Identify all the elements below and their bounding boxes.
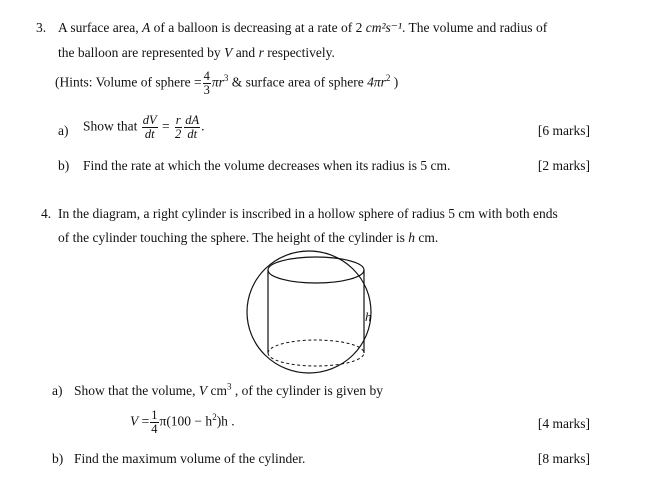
- q4-line1: In the diagram, a right cylinder is inscribed in a hollow sphere of radius 5 cm with both ends: [58, 206, 558, 221]
- q4b-marks: [8 marks]: [537, 451, 590, 466]
- q3-hint: (Hints: Volume of sphere = $\frac{4}{3}$ $\pi r^3$ & surface area of sphere $4\pi r^2$ ): [55, 69, 399, 97]
- q4-line2: of the cylinder touching the sphere. The height of the cylinder is h cm.: [58, 230, 439, 245]
- cylinder-bottom-back-dashed: [268, 340, 364, 353]
- q4a-text: Show that the volume, V $cm^3$ , of the cylinder is given by: [74, 381, 383, 398]
- cylinder-bottom-front-dashed: [268, 353, 364, 366]
- q3-line2: the balloon are represented by V and r respectively.: [58, 45, 335, 60]
- q4a-marks: [4 marks]: [537, 416, 590, 431]
- q4a-label: a): [52, 383, 63, 398]
- q3-line1: A surface area, A of a balloon is decreasing at a rate of 2 cm²s⁻¹. The volume and radius of: [58, 20, 548, 35]
- q3a-text: Show that $\frac{dV}{dt}$ = $\frac{r}{2}$ $\frac{dA}{dt}$ .: [83, 113, 205, 141]
- dv-dt-fraction: $\frac{dV}{dt}$: [142, 113, 157, 141]
- r-over-2-fraction: $\frac{r}{2}$: [175, 113, 182, 141]
- q3a-label: a): [58, 123, 69, 138]
- q4-number: 4.: [41, 206, 52, 221]
- da-dt-fraction: $\frac{dA}{dt}$: [185, 113, 200, 141]
- q3-number: 3.: [36, 20, 47, 35]
- height-label: h: [365, 309, 372, 324]
- q4b-text: Find the maximum volume of the cylinder.: [74, 451, 306, 466]
- hint-fraction: $\frac{4}{3}$: [203, 69, 210, 97]
- cylinder-top-ellipse: [268, 257, 364, 283]
- one-quarter-fraction: $\frac{1}{4}$: [151, 408, 158, 436]
- volume-formula: V = $\frac{1}{4}$ $\pi(100 - h^2)h$ .: [130, 408, 235, 436]
- q4b-label: b): [52, 451, 64, 466]
- q3b-label: b): [58, 158, 70, 173]
- q3b-marks: [2 marks]: [537, 158, 590, 173]
- cylinder-in-sphere-diagram: [240, 248, 390, 380]
- q3b-text: Find the rate at which the volume decreases when its radius is 5 cm.: [83, 158, 451, 173]
- q3a-marks: [6 marks]: [537, 123, 590, 138]
- sphere-outline: [247, 251, 371, 373]
